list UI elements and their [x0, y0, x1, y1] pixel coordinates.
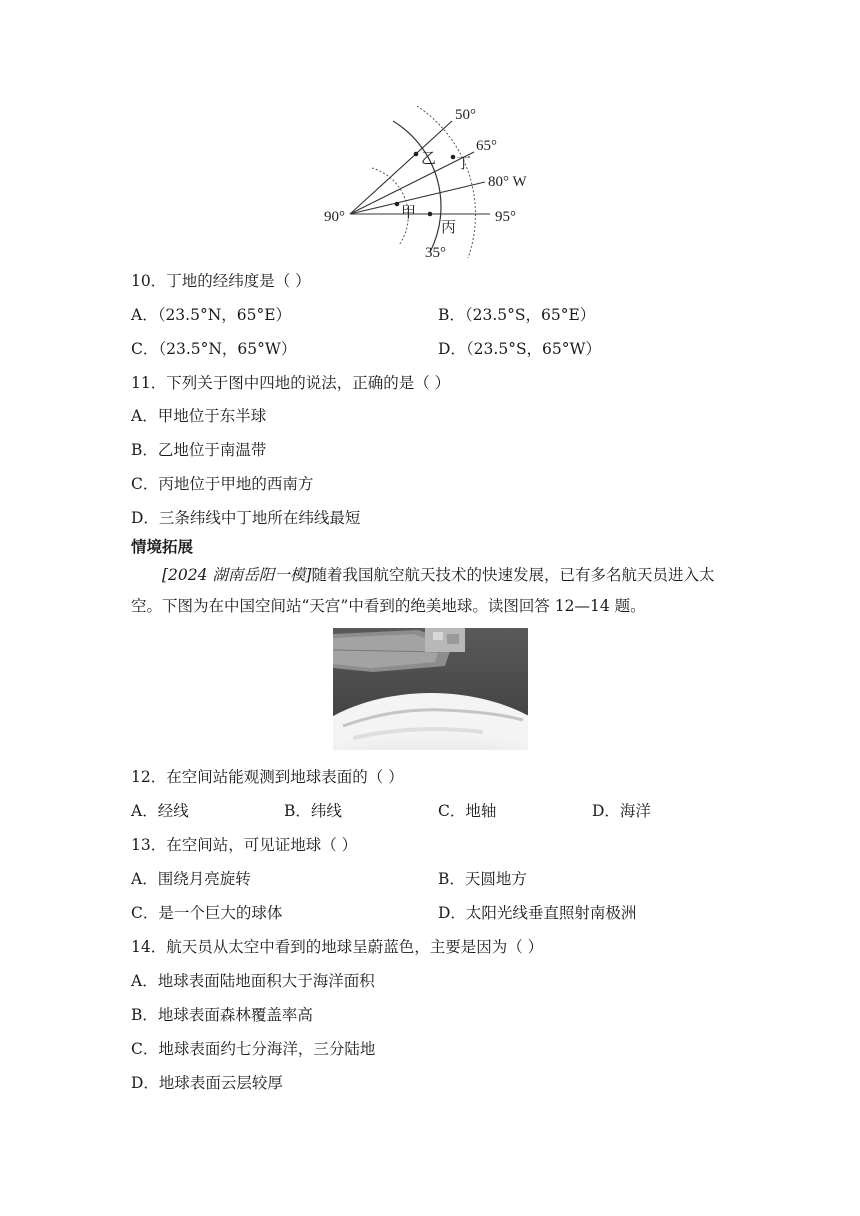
q13-option-b[interactable]: B．天圆地方	[438, 870, 527, 888]
meridian-80w	[350, 182, 485, 214]
q12-option-c[interactable]: C．地轴	[438, 802, 497, 820]
label-35: 35°	[425, 245, 446, 261]
q12-stem: 12．在空间站能观测到地球表面的（ ）	[131, 768, 404, 786]
q12-option-d[interactable]: D．海洋	[592, 802, 651, 820]
q14-option-b[interactable]: B．地球表面森林覆盖率高	[131, 1006, 313, 1024]
intro-text: 随着我国航空航天技术的快速发展，已有多名航天员进入太空。下图为在中国空间站“天宫”中看到的绝美地球。读图回答 12—14 题。	[131, 566, 715, 615]
q10-option-c[interactable]: C．（23.5°N，65°W）	[131, 340, 297, 358]
label-ding: 丁	[456, 154, 472, 172]
point-ding	[451, 155, 456, 160]
section-title: 情境拓展	[131, 538, 194, 556]
q10-stem: 10．丁地的经纬度是（ ）	[131, 272, 311, 290]
q11-option-a[interactable]: A．甲地位于东半球	[131, 407, 267, 425]
q11-option-d[interactable]: D．三条纬线中丁地所在纬线最短	[131, 509, 361, 527]
point-jia	[395, 202, 400, 207]
label-95: 95°	[495, 209, 516, 225]
intro-source: [2024 湖南岳阳一模]	[162, 566, 312, 584]
latitude-arc-middle	[393, 121, 441, 252]
q11-stem: 11．下列关于图中四地的说法，正确的是（ ）	[131, 374, 451, 392]
polar-diagram	[300, 95, 560, 270]
q13-option-d[interactable]: D．太阳光线垂直照射南极洲	[438, 904, 637, 922]
point-yi	[414, 152, 419, 157]
point-bing	[428, 212, 433, 217]
q10-option-b[interactable]: B．（23.5°S，65°E）	[438, 306, 596, 324]
q12-option-b[interactable]: B．纬线	[284, 802, 342, 820]
intro-paragraph	[131, 560, 741, 622]
q11-option-c[interactable]: C．丙地位于甲地的西南方	[131, 475, 314, 493]
q14-stem: 14．航天员从太空中看到的地球呈蔚蓝色，主要是因为（ ）	[131, 938, 544, 956]
label-90: 90°	[324, 209, 345, 225]
q14-option-d[interactable]: D．地球表面云层较厚	[131, 1074, 283, 1092]
label-bing: 丙	[441, 218, 457, 236]
q10-option-d[interactable]: D．（23.5°S，65°W）	[438, 340, 601, 358]
label-80w: 80° W	[488, 174, 527, 190]
space-station-earth-photo	[333, 628, 528, 750]
q12-option-a[interactable]: A．经线	[131, 802, 189, 820]
meridian-50	[350, 121, 452, 214]
q13-option-a[interactable]: A．围绕月亮旋转	[131, 870, 251, 888]
label-50: 50°	[455, 107, 476, 123]
q14-option-a[interactable]: A．地球表面陆地面积大于海洋面积	[131, 972, 375, 990]
q14-option-c[interactable]: C．地球表面约七分海洋，三分陆地	[131, 1040, 376, 1058]
label-65: 65°	[476, 138, 497, 154]
q13-stem: 13．在空间站，可见证地球（ ）	[131, 836, 358, 854]
q10-option-a[interactable]: A．（23.5°N，65°E）	[131, 306, 292, 324]
label-yi: 乙	[421, 149, 437, 167]
q13-option-c[interactable]: C．是一个巨大的球体	[131, 904, 283, 922]
q11-option-b[interactable]: B．乙地位于南温带	[131, 441, 267, 459]
label-jia: 甲	[401, 203, 417, 221]
